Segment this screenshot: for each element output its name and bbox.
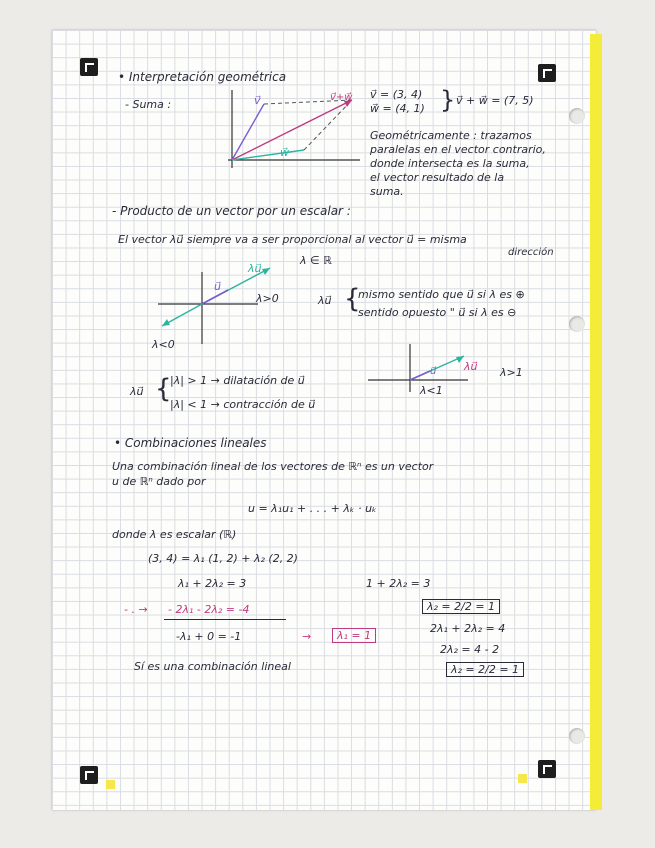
sum-desc-3: donde intersecta es la suma, bbox=[370, 157, 530, 170]
sum-desc-5: suma. bbox=[370, 185, 404, 198]
corner-color-square bbox=[518, 774, 527, 783]
lambda-lt-0: λ<0 bbox=[152, 338, 175, 351]
side-eq-3: 2λ₁ + 2λ₂ = 4 bbox=[430, 622, 506, 635]
combos-heading: • Combinaciones lineales bbox=[114, 436, 267, 450]
fig-label-u: u⃗ bbox=[214, 280, 221, 293]
fig-label-w: w⃗ bbox=[280, 146, 289, 159]
sum-desc-1: Geométricamente : trazamos bbox=[370, 129, 532, 142]
lambda-real: λ ∈ ℝ bbox=[300, 254, 332, 267]
corner-marker-icon bbox=[80, 766, 98, 784]
binder-hole-bottom bbox=[569, 728, 585, 744]
combos-def-1: Una combinación lineal de los vectores de ℝⁿ es un vector bbox=[112, 460, 434, 473]
eq-main: (3, 4) = λ₁ (1, 2) + λ₂ (2, 2) bbox=[148, 552, 298, 565]
sum-result: v⃗ + w⃗ = (7, 5) bbox=[456, 94, 534, 107]
sum-label: - Suma : bbox=[125, 98, 172, 111]
corner-marker-icon bbox=[538, 760, 556, 778]
dilation-label: λu⃗ bbox=[130, 385, 144, 398]
vector-v-def: v⃗ = (3, 4) bbox=[370, 88, 423, 101]
fig-label-v: v⃗ bbox=[254, 94, 261, 107]
side-eq-5: λ₂ = 2/2 = 1 bbox=[446, 662, 524, 677]
sum-heading: • Interpretación geométrica bbox=[118, 70, 287, 84]
eq-arrow: → bbox=[302, 630, 312, 643]
sum-desc-4: el vector resultado de la bbox=[370, 171, 505, 184]
corner-marker-icon bbox=[538, 64, 556, 82]
lambda-gt-1: λ>1 bbox=[500, 366, 523, 379]
brace-icon: { bbox=[344, 284, 361, 314]
brace-icon: } bbox=[440, 86, 456, 114]
lambda-gt-0: λ>0 bbox=[256, 292, 279, 305]
binder-hole-top bbox=[569, 108, 585, 124]
vector-w-def: w⃗ = (4, 1) bbox=[370, 102, 425, 115]
side-eq-1: 1 + 2λ₂ = 3 bbox=[366, 577, 431, 590]
side-eq-2: λ₂ = 2/2 = 1 bbox=[422, 599, 500, 614]
corner-marker-icon bbox=[80, 58, 98, 76]
scalar-line-1: El vector λu⃗ siempre va a ser proporcional al vector u⃗ = misma bbox=[118, 233, 467, 246]
side-eq-4: 2λ₂ = 4 - 2 bbox=[440, 643, 500, 656]
case-opposite-direction: sentido opuesto " u⃗ si λ es ⊖ bbox=[358, 306, 517, 319]
scalar-line-1b: dirección bbox=[508, 247, 554, 258]
case-label: λu⃗ bbox=[318, 294, 332, 307]
eq-b: - 2λ₁ - 2λ₂ = -4 bbox=[168, 603, 250, 616]
brace-icon: { bbox=[155, 374, 172, 404]
eq-c-result: λ₁ = 1 bbox=[332, 628, 376, 643]
combos-conclusion: Sí es una combinación lineal bbox=[134, 660, 291, 673]
eq-a: λ₁ + 2λ₂ = 3 bbox=[178, 577, 247, 590]
fig-label-sum: v⃗+w⃗ bbox=[330, 92, 353, 103]
combos-def-2: u de ℝⁿ dado por bbox=[112, 475, 206, 488]
binder-hole-middle bbox=[569, 316, 585, 332]
sum-desc-2: paralelas en el vector contrario, bbox=[370, 143, 546, 156]
combos-formula: u = λ₁u₁ + . . . + λₖ · uₖ bbox=[248, 502, 377, 515]
contraction-case: |λ| < 1 → contracción de u⃗ bbox=[170, 398, 316, 411]
eq-c: -λ₁ + 0 = -1 bbox=[176, 630, 242, 643]
case-same-direction: mismo sentido que u⃗ si λ es ⊕ bbox=[358, 288, 525, 301]
page-edge-highlight bbox=[590, 34, 602, 810]
dilation-case: |λ| > 1 → dilatación de u⃗ bbox=[170, 374, 305, 387]
fig-label-lu: λu⃗ bbox=[248, 262, 262, 275]
fig2-label-u: u⃗ bbox=[430, 366, 437, 377]
corner-color-square bbox=[106, 780, 115, 789]
eq-sum-line bbox=[164, 619, 286, 620]
scalar-heading: - Producto de un vector por un escalar : bbox=[112, 204, 351, 218]
eq-b-prefix: - . → bbox=[124, 603, 148, 616]
lambda-lt-1: λ<1 bbox=[420, 384, 443, 397]
fig2-label-lu: λu⃗ bbox=[464, 360, 478, 373]
combos-where: donde λ es escalar (ℝ) bbox=[112, 528, 237, 541]
